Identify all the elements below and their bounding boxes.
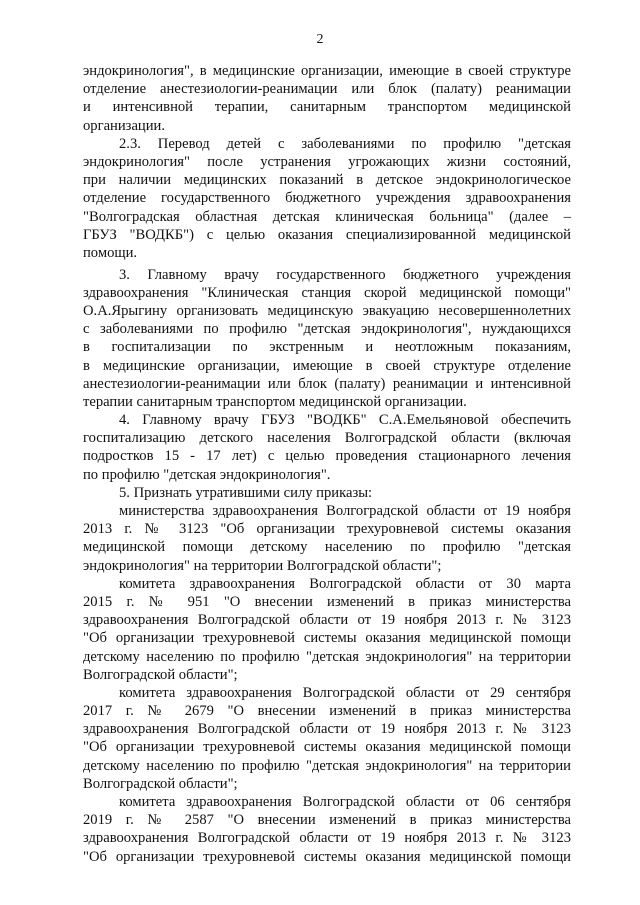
text-line: детскому населению по профилю "детская эндокринология" на территории	[83, 757, 571, 774]
text-line: "Об организации трехуровневой системы оказания медицинской помощи	[83, 630, 571, 647]
text-line: в госпитализации по экстренным и неотложным показаниям,	[83, 339, 571, 356]
page-number: 2	[316, 32, 324, 47]
text-line: 5. Признать утратившими силу приказы:	[119, 484, 373, 501]
text-line: О.А.Ярыгину организовать медицинскую эвакуацию несовершеннолетних	[83, 302, 571, 319]
document-body	[83, 62, 571, 866]
text-line: при наличии медицинских показаний в детское эндокринологическое	[83, 172, 571, 189]
text-line: здравоохранения Волгоградской области от 19 ноября 2013 г. № 3123	[83, 612, 571, 629]
text-line: ГБУЗ "ВОДКБ") с целью оказания специализированной медицинской	[83, 226, 571, 243]
text-line: подростков 15 - 17 лет) с целью проведения стационарного лечения	[83, 448, 571, 465]
text-line: 2019 г. № 2587 "О внесении изменений в приказ министерства	[83, 812, 571, 829]
text-line: комитета здравоохранения Волгоградской области от 06 сентября	[119, 794, 571, 810]
text-line: анестезиологии-реанимации или блок (палату) реанимации и интенсивной	[83, 375, 571, 392]
text-line: "Об организации трехуровневой системы оказания медицинской помощи	[83, 848, 571, 865]
text-line: 4. Главному врачу ГБУЗ "ВОДКБ" С.А.Емельяновой обеспечить	[119, 412, 571, 429]
text-line: эндокринология" на территории Волгоградской области";	[83, 557, 442, 574]
text-line: здравоохранения "Клиническая станция скорой медицинской помощи"	[83, 284, 571, 301]
text-line: комитета здравоохранения Волгоградской области от 30 марта	[119, 575, 571, 592]
text-line: Волгоградской области";	[83, 666, 238, 683]
text-line: 2017 г. № 2679 "О внесении изменений в приказ министерства	[83, 703, 571, 720]
text-line: эндокринология", в медицинские организации, имеющие в своей структуре	[83, 63, 571, 79]
text-line: отделение анестезиологии-реанимации или блок (палату) реанимации	[83, 81, 571, 98]
text-line: 2013 г. № 3123 "Об организации трехуровневой системы оказания	[83, 521, 571, 538]
text-line: по профилю "детская эндокринология".	[83, 466, 331, 483]
text-line: и интенсивной терапии, санитарным транспортом медицинской	[83, 99, 571, 116]
text-line: отделение государственного бюджетного учреждения здравоохранения	[83, 190, 571, 207]
text-line: эндокринология" после устранения угрожающих жизни состояний,	[83, 153, 571, 170]
text-line: госпитализацию детского населения Волгоградской области (включая	[83, 430, 571, 447]
text-line: Волгоградской области";	[83, 775, 238, 792]
text-line: 2.3. Перевод детей с заболеваниями по профилю "детская	[119, 135, 571, 152]
text-line: "Об организации трехуровневой системы оказания медицинской помощи	[83, 739, 571, 756]
text-line: детскому населению по профилю "детская эндокринология" на территории	[83, 648, 571, 665]
text-line: комитета здравоохранения Волгоградской области от 29 сентября	[119, 684, 571, 701]
text-line: здравоохранения Волгоградской области от 19 ноября 2013 г. № 3123	[83, 830, 571, 847]
text-line: в медицинские организации, имеющие в своей структуре отделение	[83, 357, 571, 374]
text-line: 3. Главному врачу государственного бюджетного учреждения	[119, 266, 571, 283]
text-line: медицинской помощи детскому населению по профилю "детская	[83, 539, 571, 556]
text-line: организации.	[83, 117, 165, 134]
text-line: с заболеваниями по профилю "детская эндокринология", нуждающихся	[83, 321, 571, 338]
text-line: министерства здравоохранения Волгоградской области от 19 ноября	[119, 503, 571, 519]
text-line: терапии санитарным транспортом медицинской организации.	[83, 393, 467, 410]
text-line: помощи.	[83, 244, 138, 261]
text-line: 2015 г. № 951 "О внесении изменений в приказ министерства	[83, 593, 571, 610]
text-line: "Волгоградская областная детская клиническая больница" (далее –	[83, 208, 571, 225]
text-line: здравоохранения Волгоградской области от 19 ноября 2013 г. № 3123	[83, 721, 571, 738]
